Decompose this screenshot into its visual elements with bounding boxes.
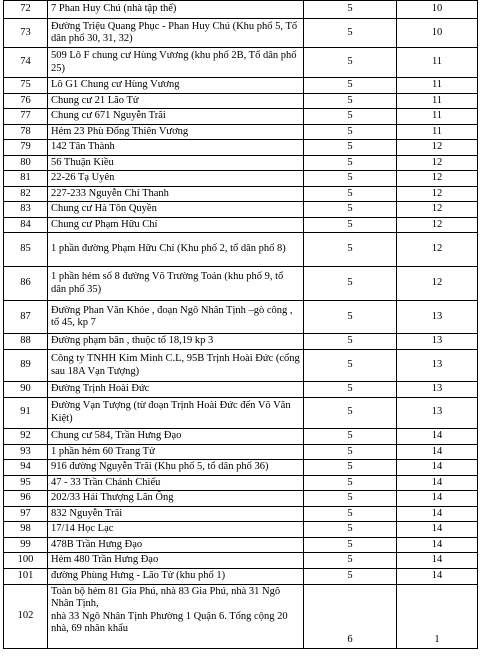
row-col5: 5	[304, 109, 397, 125]
row-address-line: Toàn bộ hẻm 81 Gia Phú, nhà 83 Gia Phú, nhà 31 Ngô Nhân Tịnh,	[51, 585, 281, 609]
row-number: 90	[4, 382, 48, 398]
row-number: 75	[4, 78, 48, 94]
row-col6: 14	[397, 428, 478, 444]
row-address: Chung cư Hà Tôn Quyền	[48, 202, 304, 218]
row-number: 94	[4, 460, 48, 476]
row-number: 83	[4, 202, 48, 218]
row-address: 202/33 Hải Thượng Lãn Ông	[48, 491, 304, 507]
row-address-line: nhà 33 Ngô Nhân Tịnh Phường 1 Quận 6. Tổng cộng 20 nhà, 69 nhân khẩu	[51, 610, 288, 634]
table-row	[4, 1, 478, 19]
table-row	[4, 350, 478, 382]
row-col6: 1	[397, 584, 478, 648]
table-row	[4, 301, 478, 334]
row-col6: 11	[397, 124, 478, 140]
row-address: Đường Trịnh Hoài Đức	[48, 382, 304, 398]
row-number: 88	[4, 334, 48, 350]
row-col5: 5	[304, 202, 397, 218]
table-row	[4, 334, 478, 350]
row-number: 78	[4, 124, 48, 140]
row-address: đường Phùng Hưng - Lão Tử (khu phố 1)	[48, 568, 304, 584]
row-col6: 14	[397, 553, 478, 569]
row-address: Hẻm 23 Phù Đổng Thiên Vương	[48, 124, 304, 140]
row-number: 72	[4, 1, 48, 19]
row-number: 73	[4, 19, 48, 48]
row-col5: 5	[304, 48, 397, 78]
row-col6: 14	[397, 460, 478, 476]
row-number: 80	[4, 155, 48, 171]
row-col6: 10	[397, 1, 478, 19]
row-col5: 5	[304, 553, 397, 569]
row-col5: 5	[304, 140, 397, 156]
table-row	[4, 233, 478, 267]
table-row	[4, 140, 478, 156]
row-col5: 5	[304, 186, 397, 202]
row-col5: 5	[304, 124, 397, 140]
row-col6: 13	[397, 334, 478, 350]
row-col6: 12	[397, 202, 478, 218]
row-address: 478B Trần Hưng Đạo	[48, 537, 304, 553]
row-col5: 5	[304, 568, 397, 584]
row-col5: 5	[304, 155, 397, 171]
row-address: 1 phần đường Phạm Hữu Chí (Khu phố 2, tổ dân phố 8)	[48, 233, 304, 267]
row-number: 74	[4, 48, 48, 78]
row-address: 56 Thuận Kiều	[48, 155, 304, 171]
table-row	[4, 522, 478, 538]
table-row	[4, 397, 478, 428]
table-row	[4, 93, 478, 109]
table-row	[4, 506, 478, 522]
row-col6: 14	[397, 475, 478, 491]
row-col5: 5	[304, 444, 397, 460]
row-col6: 11	[397, 93, 478, 109]
table-row	[4, 553, 478, 569]
row-col6: 12	[397, 186, 478, 202]
row-address: 17/14 Học Lạc	[48, 522, 304, 538]
row-col6: 14	[397, 537, 478, 553]
row-number: 93	[4, 444, 48, 460]
table-row	[4, 19, 478, 48]
row-col6: 12	[397, 155, 478, 171]
row-col5: 5	[304, 506, 397, 522]
row-address: Công ty TNHH Kim Minh C.L, 95B Trịnh Hoài Đức (cổng sau 18A Vạn Tượng)	[48, 350, 304, 382]
row-col5: 5	[304, 217, 397, 233]
row-col5: 5	[304, 460, 397, 476]
table-row	[4, 382, 478, 398]
row-number: 82	[4, 186, 48, 202]
row-col6: 14	[397, 506, 478, 522]
table-row	[4, 171, 478, 187]
row-col6: 11	[397, 109, 478, 125]
row-number: 85	[4, 233, 48, 267]
row-col5: 5	[304, 537, 397, 553]
row-address: 47 - 33 Trần Chánh Chiếu	[48, 475, 304, 491]
table-row	[4, 444, 478, 460]
row-address: 227-233 Nguyễn Chí Thanh	[48, 186, 304, 202]
row-col5: 5	[304, 93, 397, 109]
row-address: 22-26 Tạ Uyên	[48, 171, 304, 187]
table-row	[4, 475, 478, 491]
table-body	[4, 1, 478, 649]
row-col6: 12	[397, 140, 478, 156]
row-col6: 13	[397, 301, 478, 334]
row-col6: 12	[397, 217, 478, 233]
row-col6: 14	[397, 522, 478, 538]
row-col5: 5	[304, 491, 397, 507]
row-address: Chung cư Phạm Hữu Chí	[48, 217, 304, 233]
row-col6: 10	[397, 19, 478, 48]
row-address: Chung cư 671 Nguyễn Trãi	[48, 109, 304, 125]
table-row	[4, 217, 478, 233]
row-col6: 14	[397, 568, 478, 584]
table-row	[4, 568, 478, 584]
row-address	[48, 584, 304, 648]
row-col5: 5	[304, 397, 397, 428]
row-address: Chung cư 584, Trần Hưng Đạo	[48, 428, 304, 444]
row-col6: 14	[397, 444, 478, 460]
row-number: 96	[4, 491, 48, 507]
row-col5: 5	[304, 233, 397, 267]
row-number: 86	[4, 267, 48, 301]
row-number: 77	[4, 109, 48, 125]
table-row	[4, 109, 478, 125]
table-row	[4, 267, 478, 301]
row-col6: 13	[397, 382, 478, 398]
table-row	[4, 78, 478, 94]
row-address: Đường phạm bân , thuộc tổ 18,19 kp 3	[48, 334, 304, 350]
row-col5: 5	[304, 78, 397, 94]
row-number: 79	[4, 140, 48, 156]
address-table	[3, 0, 478, 649]
row-number: 76	[4, 93, 48, 109]
row-address: Lô G1 Chung cư Hùng Vương	[48, 78, 304, 94]
table-row	[4, 202, 478, 218]
row-address: Đường Triệu Quang Phục - Phan Huy Chú (Khu phố 5, Tổ dân phố 30, 31, 32)	[48, 19, 304, 48]
row-col6: 12	[397, 267, 478, 301]
row-number: 87	[4, 301, 48, 334]
row-col5: 5	[304, 171, 397, 187]
row-number: 81	[4, 171, 48, 187]
table-row	[4, 537, 478, 553]
row-col6: 11	[397, 78, 478, 94]
row-col5: 5	[304, 475, 397, 491]
row-col5: 5	[304, 267, 397, 301]
table-row	[4, 460, 478, 476]
row-col5: 5	[304, 301, 397, 334]
row-col5: 5	[304, 1, 397, 19]
row-number: 84	[4, 217, 48, 233]
table-row	[4, 491, 478, 507]
row-col5: 5	[304, 522, 397, 538]
row-col6: 11	[397, 48, 478, 78]
row-col6: 13	[397, 397, 478, 428]
table-row	[4, 48, 478, 78]
row-col5: 5	[304, 19, 397, 48]
row-number: 99	[4, 537, 48, 553]
row-col6: 12	[397, 233, 478, 267]
row-number: 100	[4, 553, 48, 569]
row-address: 509 Lô F chung cư Hùng Vương (khu phố 2B, Tổ dân phố 25)	[48, 48, 304, 78]
row-col5: 5	[304, 350, 397, 382]
row-number: 91	[4, 397, 48, 428]
row-col5: 5	[304, 428, 397, 444]
row-address: 1 phần hẻm số 8 đường Võ Trường Toản (khu phố 9, tổ dân phố 35)	[48, 267, 304, 301]
row-number: 89	[4, 350, 48, 382]
table-row	[4, 124, 478, 140]
row-address: 916 đường Nguyễn Trãi (Khu phố 5, tổ dân phố 36)	[48, 460, 304, 476]
row-address: 142 Tân Thành	[48, 140, 304, 156]
row-col6: 13	[397, 350, 478, 382]
row-number: 95	[4, 475, 48, 491]
row-number: 102	[4, 584, 48, 648]
row-number: 97	[4, 506, 48, 522]
row-address: 832 Nguyễn Trãi	[48, 506, 304, 522]
table-row	[4, 155, 478, 171]
row-address: Đường Vạn Tượng (từ đoạn Trịnh Hoài Đức đến Võ Văn Kiệt)	[48, 397, 304, 428]
row-address: Đường Phan Văn Khỏe , đoạn Ngô Nhân Tịnh –gò công , tổ 45, kp 7	[48, 301, 304, 334]
row-col5: 6	[304, 584, 397, 648]
row-number: 98	[4, 522, 48, 538]
row-address: 1 phần hẻm 60 Trang Tử	[48, 444, 304, 460]
table-row	[4, 428, 478, 444]
row-col6: 12	[397, 171, 478, 187]
row-address: 7 Phan Huy Chú (nhà tập thể)	[48, 1, 304, 19]
row-col5: 5	[304, 382, 397, 398]
table-row	[4, 584, 478, 648]
table-row	[4, 186, 478, 202]
row-address: Chung cư 21 Lão Tử	[48, 93, 304, 109]
row-address: Hẻm 480 Trần Hưng Đạo	[48, 553, 304, 569]
row-number: 101	[4, 568, 48, 584]
row-number: 92	[4, 428, 48, 444]
row-col5: 5	[304, 334, 397, 350]
row-col6: 14	[397, 491, 478, 507]
